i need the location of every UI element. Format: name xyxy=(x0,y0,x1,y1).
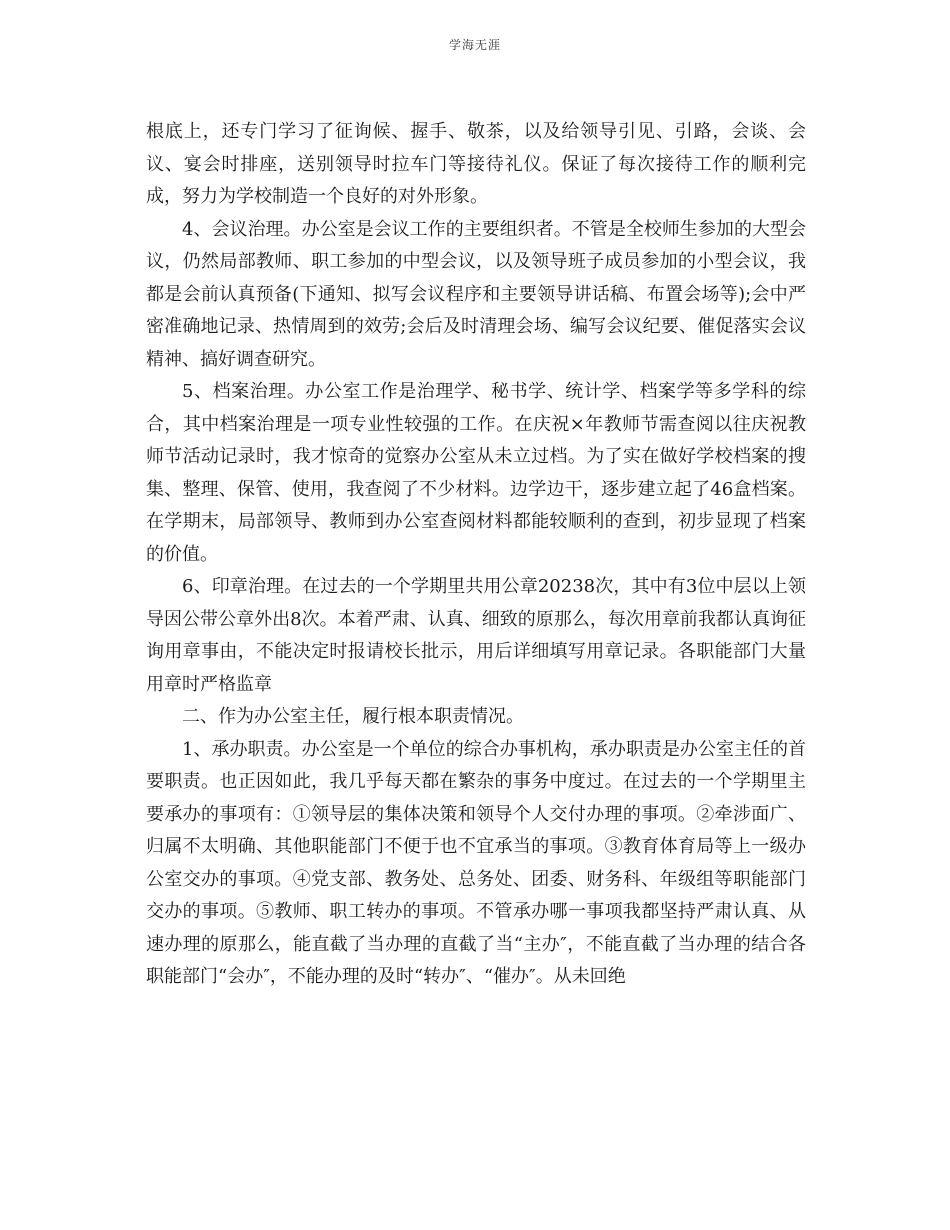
paragraph-meeting-management: 4、会议治理。办公室是会议工作的主要组织者。不管是全校师生参加的大型会议，仍然局部教师、职工参加的中型会议，以及领导班子成员参加的小型会议，我都是会前认真预备(下通知、拟写会议程序和主要领导讲话稿、布置会场等);会中严密准确地记录、热情周到的效劳;会后及时清理会场、编写会议纪要、催促落实会议精神、搞好调查研究。 xyxy=(146,218,806,370)
paragraph-archive-management: 5、档案治理。办公室工作是治理学、秘书学、统计学、档案学等多学科的综合，其中档案治理是一项专业性较强的工作。在庆祝×年教师节需查阅以往庆祝教师节活动记录时，我才惊奇的觉察办公室从未立过档。为了实在做好学校档案的搜集、整理、保管、使用，我查阅了不少材料。边学边干，逐步建立起了46盒档案。在学期末，局部领导、教师到办公室查阅材料都能较顺利的查到，初步显现了档案的价值。 xyxy=(146,381,806,565)
page-header: 学海无涯 xyxy=(448,38,501,52)
document-body xyxy=(146,116,806,994)
paragraph-reception-etiquette: 根底上，还专门学习了征询候、握手、敬茶，以及给领导引见、引路，会谈、会议、宴会时排座，送别领导时拉车门等接待礼仪。保证了每次接待工作的顺利完成，努力为学校制造一个良好的对外形象。 xyxy=(146,121,806,207)
paragraph-seal-management: 6、印章治理。在过去的一个学期里共用公章20238次，其中有3位中层以上领导因公带公章外出8次。本着严肃、认真、细致的原那么，每次用章前我都认真询征询用章事由，不能决定时报请校长批示，用后详细填写用章记录。各职能部门大量用章时严格监章 xyxy=(146,576,806,695)
section-heading-duties: 二、作为办公室主任，履行根本职责情况。 xyxy=(182,706,524,727)
paragraph-undertaking-duties: 1、承办职责。办公室是一个单位的综合办事机构，承办职责是办公室主任的首要职责。也正因如此，我几乎每天都在繁杂的事务中度过。在过去的一个学期里主要承办的事项有：①领导层的集体决策和领导个人交付办理的事项。②牵涉面广、归属不太明确、其他职能部门不便于也不宜承当的事项。③教育体育局等上一级办公室交办的事项。④党支部、教务处、总务处、团委、财务科、年级组等职能部门交办的事项。⑤教师、职工转办的事项。不管承办哪一事项我都坚持严肃认真、从速办理的原那么，能直截了当办理的直截了当“主办″，不能直截了当办理的结合各职能部门“会办″，不能办理的及时“转办″、“催办″。从未回绝 xyxy=(146,738,806,987)
